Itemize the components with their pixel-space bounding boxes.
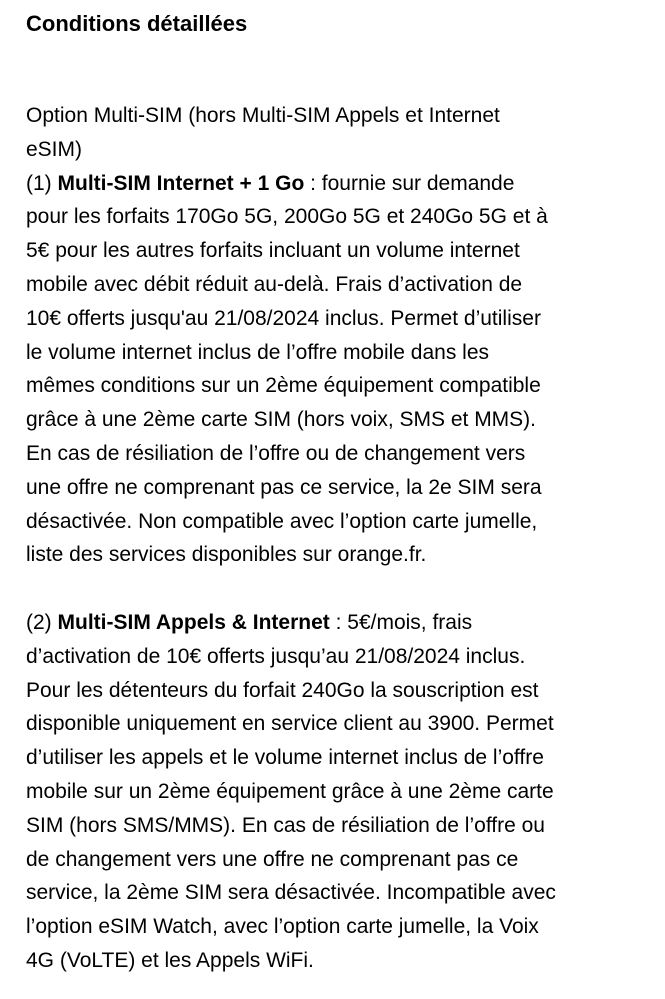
intro-line-1: Option Multi-SIM (hors Multi-SIM Appels et Internet xyxy=(26,104,500,127)
condition-section-1 xyxy=(26,167,665,573)
condition-1-line: 10€ offerts jusqu'au 21/08/2024 inclus. Permet d’utiliser xyxy=(26,306,541,330)
condition-1-line: désactivée. Non compatible avec l’option carte jumelle, xyxy=(26,509,538,533)
condition-2-line: d’activation de 10€ offerts jusqu’au 21/08/2024 inclus. xyxy=(26,644,526,668)
condition-1-heading: Multi-SIM Internet + 1 Go xyxy=(57,171,305,195)
condition-1-line: le volume internet inclus de l’offre mobile dans les xyxy=(26,340,490,364)
condition-2-line: mobile sur un 2ème équipement grâce à une 2ème carte xyxy=(26,779,554,803)
condition-1-line: mêmes conditions sur un 2ème équipement compatible xyxy=(26,374,541,398)
condition-1-line: grâce à une 2ème carte SIM (hors voix, SMS et MMS). xyxy=(26,408,537,432)
condition-2-heading: Multi-SIM Appels & Internet xyxy=(57,610,330,634)
condition-1-line: pour les forfaits 170Go 5G, 200Go 5G et 240Go 5G et à xyxy=(26,205,548,229)
condition-1-first-line-text: : fournie sur demande xyxy=(310,171,515,195)
condition-2-first-line-text: : 5€/mois, frais xyxy=(335,610,473,634)
condition-2-line: de changement vers une offre ne comprenant pas ce xyxy=(26,847,519,871)
condition-1-line: 5€ pour les autres forfaits incluant un volume internet xyxy=(26,239,520,263)
condition-1-line: liste des services disponibles sur orange.fr. xyxy=(26,543,427,567)
condition-1-line: une offre ne comprenant pas ce service, la 2e SIM sera xyxy=(26,475,542,499)
condition-1-line: En cas de résiliation de l’offre ou de changement vers xyxy=(26,441,526,465)
condition-2-line: Pour les détenteurs du forfait 240Go la souscription est xyxy=(26,678,539,702)
condition-2-first-line xyxy=(26,606,665,640)
condition-2-line: l’option eSIM Watch, avec l’option carte jumelle, la Voix xyxy=(26,915,539,939)
condition-2-marker: (2) xyxy=(26,610,52,634)
condition-1-line: mobile avec débit réduit au-delà. Frais d’activation de xyxy=(26,272,523,296)
condition-2-line: SIM (hors SMS/MMS). En cas de résiliation de l’offre ou xyxy=(26,813,545,837)
condition-1-marker: (1) xyxy=(26,171,52,195)
condition-2-line: 4G (VoLTE) et les Appels WiFi. xyxy=(26,948,314,972)
intro-paragraph xyxy=(26,99,665,167)
condition-2-line: disponible uniquement en service client au 3900. Permet xyxy=(26,712,554,736)
condition-section-2 xyxy=(26,606,665,978)
intro-line-2: eSIM) xyxy=(26,137,83,161)
condition-2-line: d’utiliser les appels et le volume internet inclus de l’offre xyxy=(26,746,544,770)
condition-2-line: service, la 2ème SIM sera désactivée. Incompatible avec xyxy=(26,881,556,905)
page-title: Conditions détaillées xyxy=(26,11,248,36)
condition-1-first-line xyxy=(26,167,665,201)
